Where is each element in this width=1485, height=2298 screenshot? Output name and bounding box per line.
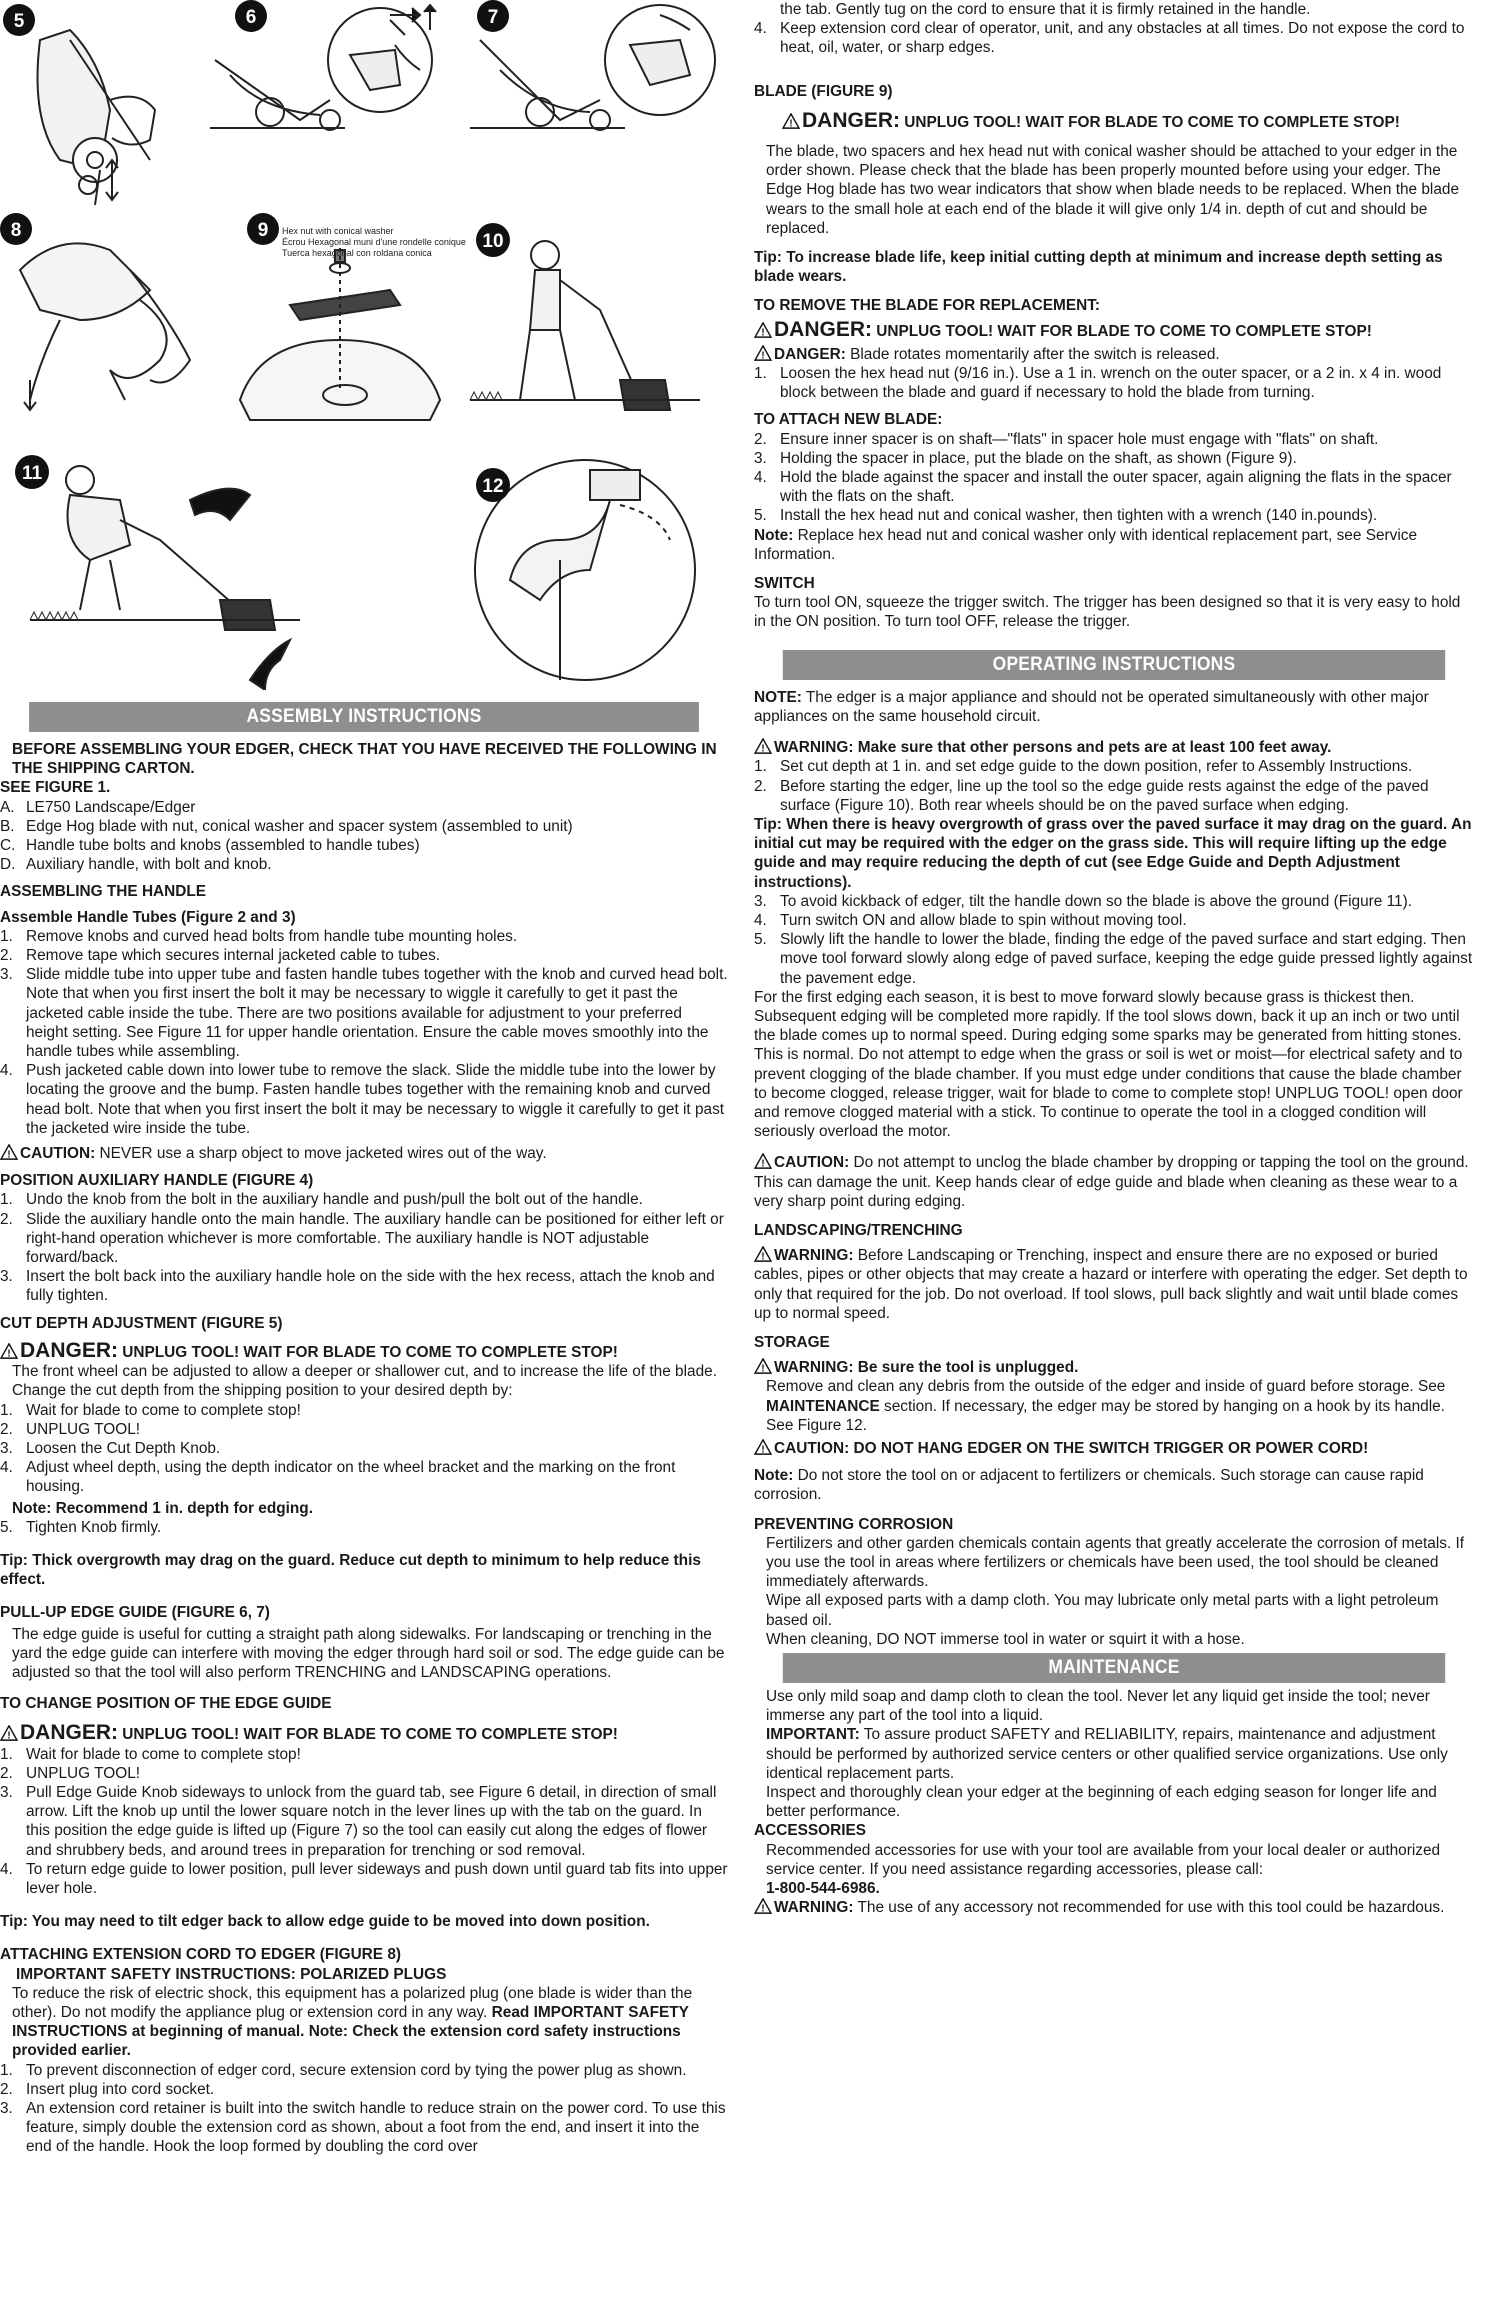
figure-8-illustration xyxy=(20,243,190,410)
left-column xyxy=(0,702,728,2157)
figure-11-illustration xyxy=(30,466,300,690)
list-item: 2. Insert plug into cord socket. xyxy=(0,2080,215,2098)
figure-10-number xyxy=(476,223,510,257)
figure-8-number xyxy=(0,213,32,245)
aux-handle-title: POSITION AUXILIARY HANDLE (FIGURE 4) xyxy=(0,1172,314,1190)
carton-contents-list xyxy=(0,798,728,875)
list-item: 3. Pull Edge Guide Knob sideways to unlock from the guard tab, see Figure 6 detail, in direction of small arrow. Lift the knob up until the lower square notch in the lever lines up with the tab on the guard. In this position the edge guide is lifted up (Figure 7) so the tool can easily cut along the edges of flower and shrubbery beds, and around trees in preparation for trenching or sod removal. xyxy=(0,1783,717,1859)
accessories-warning: WARNING: The use of any accessory not recommended for use with this tool could be hazardous. xyxy=(754,1898,1474,1917)
list-item: 1. Loosen the hex head nut (9/16 in.). Use a 1 in. wrench on the outer spacer, or a 2 in. x 4 in. wood block between the blade and guard if necessary to hold the blade from turning. xyxy=(754,365,1442,402)
danger-blade-rotates: DANGER: Blade rotates momentarily after the switch is released. xyxy=(754,345,1474,364)
cut-depth-tip: Tip: Thick overgrowth may drag on the guard. Reduce cut depth to minimum to help reduce this effect. xyxy=(0,1551,701,1589)
svg-text:9: 9 xyxy=(257,220,269,241)
assembly-intro: BEFORE ASSEMBLING YOUR EDGER, CHECK THAT YOU HAVE RECEIVED THE FOLLOWING IN THE SHIPPING CARTON. xyxy=(12,741,717,778)
warning-triangle-icon xyxy=(782,113,800,129)
list-item: 4. Push jacketed cable down into lower tube to remove the slack. Slide the middle tube into the lower by locating the groove and the bump. Fasten handle tubes together with the remaining knob and curved head bolt. Note that when you first insert the bolt it may be necessary to wiggle it carefully to get it past the jacketed wire inside the tube. xyxy=(0,1062,725,1137)
warning-triangle-icon xyxy=(754,1439,772,1455)
svg-text:11: 11 xyxy=(21,463,43,484)
storage-text: Remove and clean any debris from the outside of the edger and inside of guard before storage. See MAINTENANCE section. If necessary, the edger may be stored by hanging on a hook by its handle. See Figure 12. xyxy=(766,1378,1446,1434)
maintenance-text-2: Inspect and thoroughly clean your edger at the beginning of each edging season for longer life and better performance. xyxy=(766,1784,1437,1821)
svg-text:12: 12 xyxy=(482,476,504,497)
list-item: 2. Slide the auxiliary handle onto the main handle. The auxiliary handle can be positioned for either left or right-hand operation whichever is more comfortable. The auxiliary handle is NOT adjustable forward/back. xyxy=(0,1210,724,1267)
storage-warning: WARNING: Be sure the tool is unplugged. xyxy=(754,1358,1474,1377)
list-item: 3. Loosen the Cut Depth Knob. xyxy=(0,1439,221,1457)
list-item: 1. To prevent disconnection of edger cord, secure extension cord by tying the power plug as shown. xyxy=(0,2061,687,2079)
list-item: A. LE750 Landscape/Edger xyxy=(0,798,196,816)
aux-steps-list xyxy=(0,1190,728,1305)
svg-text:10: 10 xyxy=(482,231,504,252)
list-item: 2. Remove tape which secures internal jacketed cable to tubes. xyxy=(0,947,441,965)
figure-5-illustration xyxy=(38,30,156,205)
figure-9-caption-es: Tuerca hexagonal con roldana conica xyxy=(282,248,432,258)
pull-up-edge-guide-title: PULL-UP EDGE GUIDE (FIGURE 6, 7) xyxy=(0,1604,270,1622)
operating-steps-b-list xyxy=(754,892,1474,988)
accessories-phone: 1-800-544-6986. xyxy=(766,1880,880,1898)
list-item: 4. Hold the blade against the spacer and install the outer spacer, again aligning the flats in the spacer with the flats on the shaft. xyxy=(754,469,1452,506)
handle-steps-list xyxy=(0,927,728,1138)
change-edge-guide-tip: Tip: You may need to tilt edger back to allow edge guide to be moved into down position. xyxy=(0,1913,650,1931)
see-figure-1: SEE FIGURE 1. xyxy=(0,779,111,797)
accessories-title: ACCESSORIES xyxy=(754,1822,867,1840)
polarized-plugs-subtitle: IMPORTANT SAFETY INSTRUCTIONS: POLARIZED PLUGS xyxy=(16,1965,447,1983)
danger-unplug-blade: DANGER: UNPLUG TOOL! WAIT FOR BLADE TO COME TO COMPLETE STOP! xyxy=(754,111,1474,132)
switch-text: To turn tool ON, squeeze the trigger switch. The trigger has been designed so that it is very easy to hold in the ON position. To turn tool OFF, release the trigger. xyxy=(754,594,1461,631)
assembling-handle-title: ASSEMBLING THE HANDLE xyxy=(0,883,207,901)
landscaping-title: LANDSCAPING/TRENCHING xyxy=(754,1221,963,1239)
cord-continued-text: the tab. Gently tug on the cord to ensure that it is firmly retained in the handle. xyxy=(780,1,1311,18)
accessories-text: Recommended accessories for use with your tool are available from your local dealer or authorized service center. If you need assistance regarding accessories, please call: xyxy=(766,1841,1441,1878)
danger-unplug-edge-guide: DANGER: UNPLUG TOOL! WAIT FOR BLADE TO COME TO COMPLETE STOP! xyxy=(0,1723,728,1744)
list-item: 5. Install the hex head nut and conical washer, then tighten with a wrench (140 in.pounds). xyxy=(754,507,1378,525)
cord-steps-list xyxy=(0,2061,728,2157)
list-item: 4. Keep extension cord clear of operator, unit, and any obstacles at all times. Do not expose the cord to heat, oil, water, or sharp edges. xyxy=(754,20,1465,57)
list-item: 5. Tighten Knob firmly. xyxy=(0,1518,162,1536)
svg-text:8: 8 xyxy=(10,220,22,241)
storage-title: STORAGE xyxy=(754,1333,830,1351)
operating-caution: CAUTION: Do not attempt to unclog the blade chamber by dropping or tapping the tool on the ground. This can damage the unit. Keep hands clear of edge guide and blade when cleaning as these wear to a very sharp point during edging. xyxy=(754,1154,1469,1210)
change-edge-guide-title: TO CHANGE POSITION OF THE EDGE GUIDE xyxy=(0,1695,332,1713)
corrosion-text-3: When cleaning, DO NOT immerse tool in water or squirt it with a hose. xyxy=(766,1630,1245,1648)
operating-warning: WARNING: Make sure that other persons and pets are at least 100 feet away. xyxy=(754,738,1474,757)
attach-note: Note: Replace hex head nut and conical washer only with identical replacement part, see Service Information. xyxy=(754,526,1418,563)
corrosion-text-1: Fertilizers and other garden chemicals contain agents that greatly accelerate the corrosion of metals. If you use the tool in areas where fertilizers or chemicals have been used, the tool should be cleaned immediately afterwards. xyxy=(766,1534,1465,1591)
list-item: 3. Insert the bolt back into the auxiliary handle hole on the side with the hex recess, attach the knob and fully tighten. xyxy=(0,1268,715,1305)
list-item: D. Auxiliary handle, with bolt and knob. xyxy=(0,856,272,874)
warning-triangle-icon xyxy=(0,1343,18,1359)
warning-triangle-icon xyxy=(754,1246,772,1262)
figure-11-number xyxy=(15,455,49,489)
list-item: 1. Remove knobs and curved head bolts from handle tube mounting holes. xyxy=(0,927,518,945)
storage-caution: CAUTION: DO NOT HANG EDGER ON THE SWITCH TRIGGER OR POWER CORD! xyxy=(754,1439,1474,1458)
blade-text: The blade, two spacers and hex head nut with conical washer should be attached to your edger in the order shown. Please check that the blade has been properly mounted before using your edger. The Edge Hog blade has two wear indicators that show when blade needs to be replaced. When the blade wears to the small hole at each end of the blade it will give only 1/4 in. depth of cut and should be replaced. xyxy=(766,143,1460,237)
list-item: 5. Slowly lift the handle to lower the blade, finding the edge of the paved surface and start edging. Then move tool forward slowly along edge of paved surface, keeping the edge guide pressed lightly against the pavement edge. xyxy=(754,931,1473,987)
warning-triangle-icon xyxy=(754,1358,772,1374)
corrosion-text-2: Wipe all exposed parts with a damp cloth. You may lubricate only metal parts with a light petroleum based oil. xyxy=(766,1592,1439,1629)
list-item: 1. Wait for blade to come to complete stop! xyxy=(0,1745,301,1763)
list-item: B. Edge Hog blade with nut, conical washer and spacer system (assembled to unit) xyxy=(0,817,573,835)
svg-text:6: 6 xyxy=(245,7,257,28)
figure-9-number xyxy=(247,213,279,245)
figure-6-number xyxy=(235,0,267,32)
danger-unplug-remove: DANGER: UNPLUG TOOL! WAIT FOR BLADE TO COME TO COMPLETE STOP! xyxy=(754,320,1474,341)
assemble-tubes-subtitle: Assemble Handle Tubes (Figure 2 and 3) xyxy=(0,908,296,926)
list-item: 1. Wait for blade to come to complete stop! xyxy=(0,1401,301,1419)
polarized-plugs-text: To reduce the risk of electric shock, this equipment has a polarized plug (one blade is wider than the other). Do not modify the appliance plug or extension cord in any way. Read IMPORTANT SAFETY INSTRUCTIONS at beginning of manual. Note: Check the extension cord safety instructions provided earlier. xyxy=(12,1984,693,2060)
cut-depth-title: CUT DEPTH ADJUSTMENT (FIGURE 5) xyxy=(0,1314,283,1332)
operating-note: NOTE: The edger is a major appliance and should not be operated simultaneously with other major appliances on the same household circuit. xyxy=(754,688,1429,725)
figure-9-illustration xyxy=(240,248,440,420)
cut-step-5-list xyxy=(0,1518,728,1537)
figure-10-illustration xyxy=(470,241,700,410)
corrosion-title: PREVENTING CORROSION xyxy=(754,1515,954,1533)
remove-blade-title: TO REMOVE THE BLADE FOR REPLACEMENT: xyxy=(754,297,1101,315)
cut-depth-intro: The front wheel can be adjusted to allow a deeper or shallower cut, and to increase the life of the blade. Change the cut depth from the shipping position to your desired depth by: xyxy=(12,1363,717,1400)
operating-tip: Tip: When there is heavy overgrowth of grass over the paved surface it may drag on the guard. An initial cut may be required with the edger on the grass side. This will require lifting up the edge guide and may require reducing the depth of cut (see Edge Guide and Depth Adjustment instructions). xyxy=(754,815,1472,891)
pull-up-edge-guide-text: The edge guide is useful for cutting a straight path along sidewalks. For landscaping or trenching in the yard the edge guide can interfere with moving the edger through hard soil or sod. The edge guide can be adjusted so that the tool will also perform TRENCHING and LANDSCAPING operations. xyxy=(12,1625,725,1681)
list-item: 2. UNPLUG TOOL! xyxy=(0,1764,141,1782)
warning-triangle-icon xyxy=(754,1898,772,1914)
remove-steps-list xyxy=(754,364,1474,402)
cut-depth-note: Note: Recommend 1 in. depth for edging. xyxy=(12,1499,313,1517)
assembly-banner: ASSEMBLY INSTRUCTIONS xyxy=(29,702,699,732)
figure-7-number xyxy=(477,0,509,32)
switch-title: SWITCH xyxy=(754,575,815,593)
list-item: 2. Ensure inner spacer is on shaft—"flats" in spacer hole must engage with "flats" on shaft. xyxy=(754,430,1379,448)
list-item: 3. Slide middle tube into upper tube and fasten handle tubes together with the knob and curved head bolt. Note that when you first insert the bolt it may be necessary to wiggle it carefully to get it past the jacketed cable inside the tube. There are two positions available for adjustment to your preferred height setting. See Figure 11 for upper handle orientation. Ensure the cable moves smoothly into the handle tubes while assembling. xyxy=(0,966,728,1061)
warning-triangle-icon xyxy=(754,322,772,338)
warning-triangle-icon xyxy=(0,1144,18,1160)
figure-5-number xyxy=(3,4,35,36)
figure-12-number xyxy=(476,468,510,502)
maintenance-banner: MAINTENANCE xyxy=(783,1653,1445,1683)
operating-paragraph: For the first edging each season, it is best to move forward slowly because grass is thickest then. Subsequent edging will be completed more rapidly. If the tool slows down, back it up an inch or two until the blade comes up to normal speed. During edging some sparks may be generated from hitting stones. This is normal. Do not attempt to edge when the grass or soil is wet or moist—for electrical safety and to prevent clogging of the blade chamber. If you must edge under conditions that cause the blade chamber to become clogged, release trigger, wait for blade to come to complete stop! UNPLUG TOOL! open door and remove clogged material with a stick. To continue to operate the tool in a clogged condition will seriously overload the motor. xyxy=(754,988,1463,1141)
operating-banner: OPERATING INSTRUCTIONS xyxy=(783,650,1445,680)
list-item: 3. Holding the spacer in place, put the blade on the shaft, as shown (Figure 9). xyxy=(754,449,1297,467)
blade-tip: Tip: To increase blade life, keep initial cutting depth at minimum and increase depth setting as blade wears. xyxy=(754,249,1443,286)
warning-triangle-icon xyxy=(754,345,772,361)
warning-triangle-icon xyxy=(0,1725,18,1741)
svg-text:5: 5 xyxy=(13,11,25,32)
right-column xyxy=(754,0,1474,1917)
caution-jacketed-wires: CAUTION: NEVER use a sharp object to move jacketed wires out of the way. xyxy=(0,1144,728,1163)
blade-title: BLADE (FIGURE 9) xyxy=(754,82,893,100)
storage-note: Note: Do not store the tool on or adjacent to fertilizers or chemicals. Such storage can cause rapid corrosion. xyxy=(754,1467,1424,1504)
cut-steps-list xyxy=(0,1401,728,1497)
list-item: 4. To return edge guide to lower position, pull lever sideways and push down until guard tab fits into upper lever hole. xyxy=(0,1860,728,1897)
operating-steps-a-list xyxy=(754,757,1474,815)
danger-unplug-cut-depth: DANGER: UNPLUG TOOL! WAIT FOR BLADE TO COME TO COMPLETE STOP! xyxy=(0,1341,728,1362)
extension-cord-title: ATTACHING EXTENSION CORD TO EDGER (FIGURE 8) xyxy=(0,1946,402,1964)
list-item: 4. Turn switch ON and allow blade to spin without moving tool. xyxy=(754,911,1187,929)
list-item: 3. To avoid kickback of edger, tilt the handle down so the blade is above the ground (Figure 11). xyxy=(754,892,1412,910)
list-item: 1. Set cut depth at 1 in. and set edge guide to the down position, refer to Assembly Instructions. xyxy=(754,758,1413,776)
list-item: 4. Adjust wheel depth, using the depth indicator on the wheel bracket and the marking on the front housing. xyxy=(0,1459,676,1496)
warning-triangle-icon xyxy=(754,738,772,754)
list-item: 3. An extension cord retainer is built into the switch handle to reduce strain on the power cord. To use this feature, simply double the extension cord as shown, about a foot from the end, and insert it into the end of the handle. Hook the loop formed by doubling the cord over xyxy=(0,2100,726,2156)
figure-9-caption-en: Hex nut with conical washer xyxy=(282,226,394,236)
attach-blade-title: TO ATTACH NEW BLADE: xyxy=(754,411,943,429)
list-item: 1. Undo the knob from the bolt in the auxiliary handle and push/pull the bolt out of the handle. xyxy=(0,1191,643,1209)
change-steps-list xyxy=(0,1745,728,1899)
landscaping-warning: WARNING: Before Landscaping or Trenching, inspect and ensure there are no exposed or buried cables, pipes or other objects that may create a hazard or interfere with operating the edger. Set depth to only that required for the job. Do not overload. If tool slows, pull back slightly and wait until blade comes up to normal speed. xyxy=(754,1247,1468,1322)
svg-text:7: 7 xyxy=(487,7,499,28)
maintenance-important: IMPORTANT: To assure product SAFETY and RELIABILITY, repairs, maintenance and adjustment should be performed by authorized service centers or other qualified service organizations. Use only identical replacement parts. xyxy=(766,1726,1448,1782)
figure-illustrations xyxy=(0,0,728,690)
attach-steps-list xyxy=(754,430,1474,526)
list-item: 2. UNPLUG TOOL! xyxy=(0,1420,141,1438)
maintenance-text-1: Use only mild soap and damp cloth to clean the tool. Never let any liquid get inside the tool; never immerse any part of the tool into a liquid. xyxy=(766,1688,1430,1725)
list-item: 2. Before starting the edger, line up the tool so the edge guide rests against the edge of the paved surface (Figure 10). Both rear wheels should be on the paved surface when edging. xyxy=(754,777,1429,814)
list-item: C. Handle tube bolts and knobs (assembled to handle tubes) xyxy=(0,837,420,855)
figure-9-caption-fr: Écrou Hexagonal muni d'une rondelle conique xyxy=(282,237,466,247)
cord-step-4-list xyxy=(754,19,1474,57)
warning-triangle-icon xyxy=(754,1153,772,1169)
